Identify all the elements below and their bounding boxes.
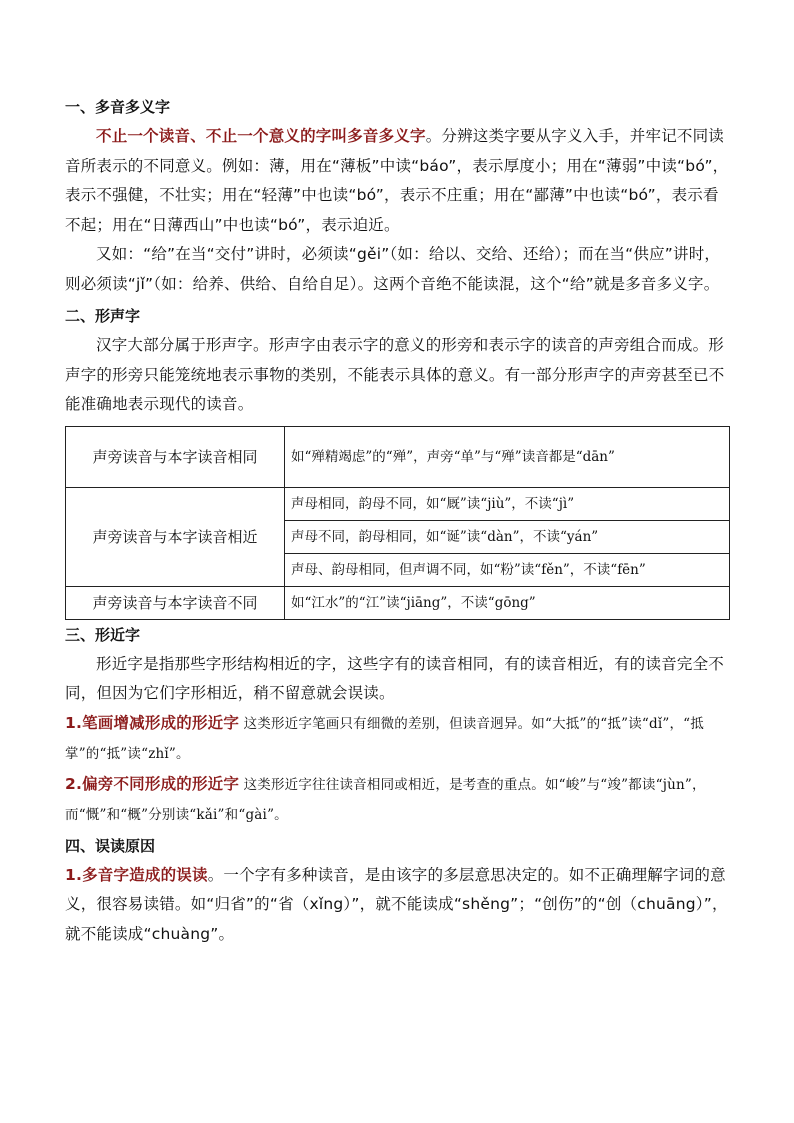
key-term-misreading: 多音字造成的误读	[82, 865, 208, 884]
phonetic-component-table	[65, 426, 730, 620]
section-heading-phonetic: 二、形声字	[65, 307, 141, 325]
table-row	[66, 426, 730, 487]
list-item-text: 这类形近字往往读音相同或相近，是考查的重点。如“峻”与“竣”都读“jùn”，而“慨”和“概”分别读“kǎi”和“gài”。	[65, 776, 706, 823]
list-number: 1.	[65, 865, 83, 884]
paragraph-polyphonic-definition	[65, 122, 730, 240]
key-term-polyphonic: 不止一个读音、不止一个意义的字叫多音多义字	[96, 127, 426, 145]
list-item-text: 。一个字有多种读音，是由该字的多层意思决定的。如不正确理解字词的意义，很容易读错。如“归省”的“省（xǐng）”，就不能读成“shěng”；“创伤”的“创（chuāng）”，就不能读成“chuàng”。	[65, 865, 728, 943]
document-page	[65, 96, 730, 949]
table-cell-example: 声母相同，韵母不同，如“厩”读“jiù”，不读“jì”	[285, 487, 730, 520]
section-heading-polyphonic: 一、多音多义字	[65, 98, 171, 116]
paragraph-text: 。分辨这类字要从字义入手，并牢记不同读音所表示的不同意义。例如：薄，用在“薄板”中读“báo”，表示厚度小；用在“薄弱”中读“bó”，表示不强健，不壮实；用在“轻薄”中也读“bó”，表示不庄重；用在“鄙薄”中也读“bó”，表示看不起；用在“日薄西山”中也读“bó”，表示迫近。	[65, 127, 729, 234]
key-term-stroke: 笔画增减形成的形近字	[82, 713, 240, 732]
list-item-stroke-difference	[65, 709, 730, 770]
section-heading-similar-shape: 三、形近字	[65, 625, 141, 644]
table-cell-example: 声母、韵母相同，但声调不同，如“粉”读“fěn”，不读“fēn”	[285, 553, 730, 586]
paragraph-gei-example: 又如：“给”在当“交付”讲时，必须读“gěi”（如：给以、交给、还给）；而在当“供应”讲时，则必须读“jǐ”（如：给养、供给、自给自足）。这两个音绝不能读混，这个“给”就是多音多义字。	[65, 245, 721, 293]
section-heading-misreading-causes: 四、误读原因	[65, 836, 156, 855]
table-cell-example: 如“殚精竭虑”的“殚”，声旁“单”与“殚”读音都是“dān”	[285, 426, 730, 487]
list-item-polyphonic-misreading	[65, 861, 730, 950]
list-item-text: 这类形近字笔画只有细微的差别，但读音迥异。如“大抵”的“抵”读“dǐ”，“抵掌”的“抵”读“zhǐ”。	[65, 715, 704, 762]
table-cell-label: 声旁读音与本字读音相同	[66, 426, 285, 487]
paragraph-similar-shape-intro: 形近字是指那些字形结构相近的字，这些字有的读音相同，有的读音相近，有的读音完全不同，但因为它们字形相近，稍不留意就会误读。	[65, 654, 725, 702]
list-number: 1.	[65, 713, 83, 732]
table-cell-example: 声母不同，韵母相同，如“诞”读“dàn”，不读“yán”	[285, 520, 730, 553]
table-row	[66, 586, 730, 619]
key-term-radical: 偏旁不同形成的形近字	[82, 774, 240, 793]
list-item-radical-difference	[65, 770, 730, 831]
table-row	[66, 487, 730, 520]
list-number: 2.	[65, 774, 83, 793]
table-cell-label: 声旁读音与本字读音相近	[66, 487, 285, 586]
table-cell-example: 如“江水”的“江”读“jiāng”，不读“gōng”	[285, 586, 730, 619]
paragraph-phonetic-intro: 汉字大部分属于形声字。形声字由表示字的意义的形旁和表示字的读音的声旁组合而成。形声字的形旁只能笼统地表示事物的类别，不能表示具体的意义。有一部分形声字的声旁甚至已不能准确地表示现代的读音。	[65, 336, 725, 413]
table-cell-label: 声旁读音与本字读音不同	[66, 586, 285, 619]
